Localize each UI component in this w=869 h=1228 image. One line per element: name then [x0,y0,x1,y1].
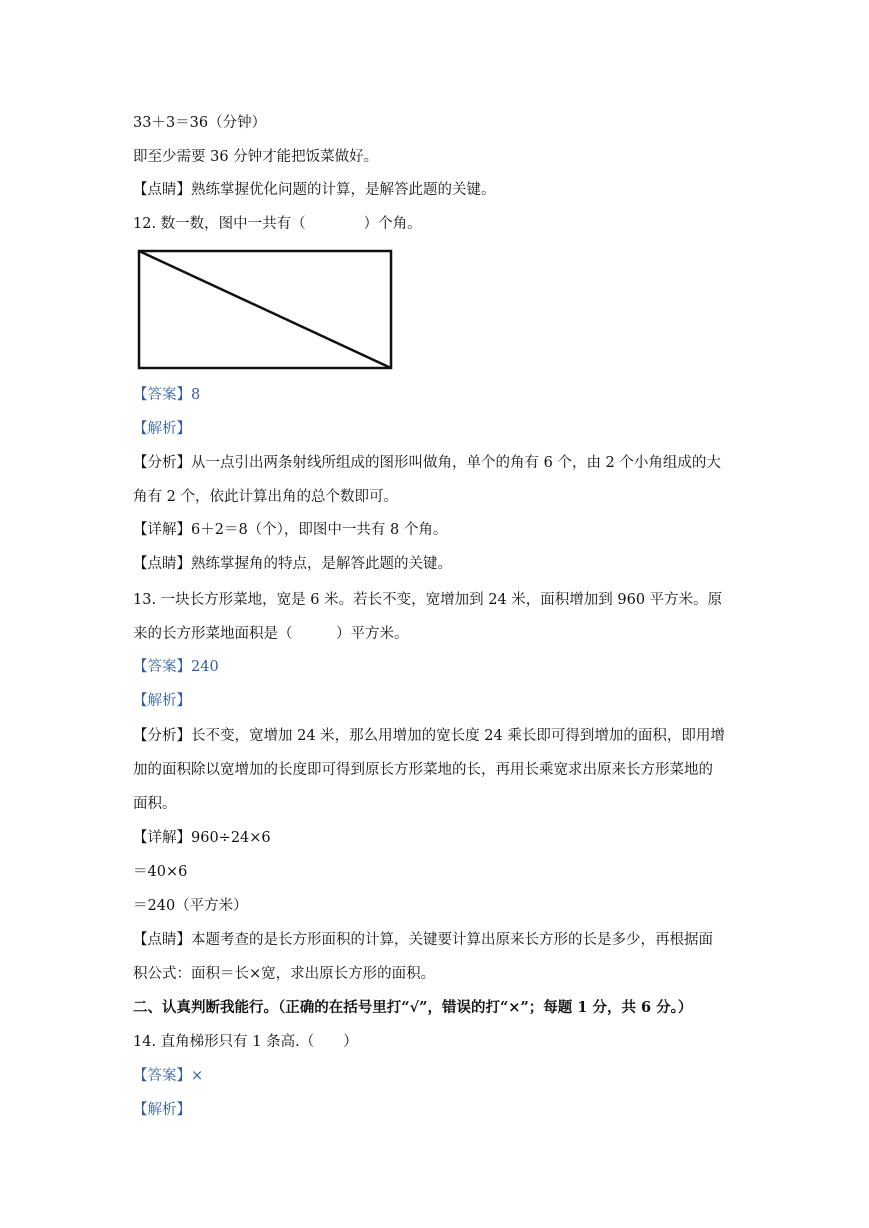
text-line: 【详解】6＋2＝8（个），即图中一共有 8 个角。 [133,522,448,538]
text-line: 积公式：面积＝长×宽，求出原长方形的面积。 [133,966,436,982]
answer-label: 【答案】8 [133,387,201,403]
text-line: ＝240（平方米） [133,898,248,914]
text-line: 加的面积除以宽增加的长度即可得到原长方形菜地的长，再用长乘宽求出原来长方形菜地的 [133,762,713,778]
answer-label: 【答案】× [133,1068,204,1084]
analysis-label: 【解析】 [133,693,191,709]
text-line: 【分析】长不变，宽增加 24 米，那么用增加的宽长度 24 乘长即可得到增加的面积，即用增 [133,728,725,744]
text-line: ＝40×6 [133,864,188,880]
text-line: 【详解】960÷24×6 [133,830,271,846]
figure-diagonal [139,251,391,368]
text-line: 【点睛】熟练掌握优化问题的计算，是解答此题的关键。 [133,182,496,198]
text-line: 来的长方形菜地面积是（ ）平方米。 [133,626,409,642]
text-line: 面积。 [133,796,177,812]
analysis-label: 【解析】 [133,421,191,437]
text-line: 【点睛】本题考查的是长方形面积的计算，关键要计算出原来长方形的长是多少，再根据面 [133,932,713,948]
section-heading: 二、认真判断我能行。（正确的在括号里打“√”，错误的打“×”；每题 1 分，共 6 分。） [133,999,693,1016]
text-line: 【分析】从一点引出两条射线所组成的图形叫做角，单个的角有 6 个，由 2 个小角组成的大 [133,455,721,471]
text-line: 【点睛】熟练掌握角的特点，是解答此题的关键。 [133,556,452,572]
analysis-label: 【解析】 [133,1102,191,1118]
text-line: 33＋3＝36（分钟） [133,115,267,131]
question-12: 12. 数一数，图中一共有（ ）个角。 [133,216,422,232]
question-13: 13. 一块长方形菜地，宽是 6 米。若长不变，宽增加到 24 米，面积增加到 960 平方米。原 [133,592,723,608]
question-14: 14. 直角梯形只有 1 条高.（ ） [133,1034,358,1050]
text-line: 角有 2 个，依此计算出角的总个数即可。 [133,489,398,505]
answer-label: 【答案】240 [133,659,219,675]
text-line: 即至少需要 36 分钟才能把饭菜做好。 [133,149,379,165]
rectangle-diagonal-figure [137,249,393,371]
